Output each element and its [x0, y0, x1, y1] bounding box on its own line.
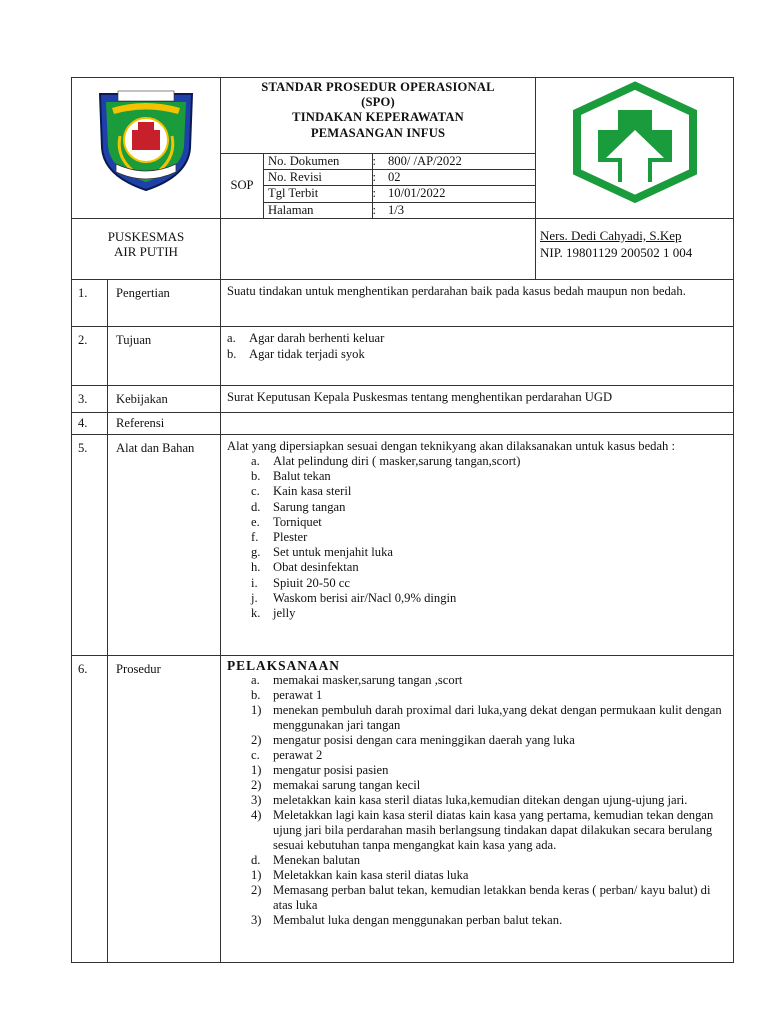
org-blank-cell	[221, 218, 536, 279]
org-name-line1: PUSKESMAS	[107, 228, 185, 244]
list-item: 2) Memasang perban balut tekan, kemudian letakkan benda keras ( perban/ kayu balut) di atas luka	[251, 882, 711, 912]
sop-table	[71, 77, 734, 963]
list-item: a. Agar darah berhenti keluar	[227, 330, 385, 345]
kebijakan-text: Surat Keputusan Kepala Puskesmas tentang menghentikan perdarahan UGD	[221, 385, 734, 412]
sop-row-pengertian: 1. Pengertian Suatu tindakan untuk menghentikan perdarahan baik pada kasus bedah maupun non bedah.	[72, 279, 734, 326]
alat-intro: Alat yang dipersiapkan sesuai dengan teknikyang akan dilaksanakan untuk kasus bedah :	[227, 438, 676, 453]
doc-info-row: Halaman : 1/3	[264, 202, 535, 218]
list-item: a. memakai masker,sarung tangan ,scort	[251, 672, 463, 687]
sop-label-cell	[221, 154, 264, 219]
list-item: h. Obat desinfektan	[251, 560, 359, 575]
org-name-cell	[72, 218, 221, 279]
list-item: 4) Meletakkan lagi kain kasa steril diatas kain kasa yang pertama, kemudian tekan dengan ujung jari bila perdarahan masih berlangsung tindakan dapat dilakukan secara berulang sesuai kebutuhan tanpa mengangkat kain kasa yang ada.	[251, 807, 714, 852]
document-title: STANDAR PROSEDUR OPERASIONAL (SPO) TINDAKAN KEPERAWATAN PEMASANGAN INFUS	[261, 80, 495, 140]
org-name-line2: AIR PUTIH	[114, 244, 178, 260]
doc-info-row: Tgl Terbit : 10/01/2022	[264, 186, 535, 202]
list-item: c. Kain kasa steril	[251, 484, 352, 499]
list-item: a. Alat pelindung diri ( masker,sarung tangan,scort)	[251, 454, 521, 469]
doc-info-table	[264, 154, 535, 218]
signer-name: Ners. Dedi Cahyadi, S.Kep	[540, 227, 682, 243]
list-item: k. jelly	[251, 606, 296, 621]
prosedur-list	[227, 673, 727, 928]
puskesmas-logo	[536, 78, 734, 213]
list-item: 1) mengatur posisi pasien	[251, 762, 389, 777]
prosedur-sublist	[227, 763, 727, 853]
doc-info-row: No. Dokumen : 800/ /AP/2022	[264, 154, 535, 170]
list-item: d. Sarung tangan	[251, 499, 346, 514]
list-item: 3) Membalut luka dengan menggunakan perban balut tekan.	[251, 912, 563, 927]
list-item: 2) mengatur posisi dengan cara meninggikan daerah yang luka	[251, 732, 575, 747]
list-item: e. Torniquet	[251, 514, 322, 529]
sop-row-prosedur: 6. Prosedur PELAKSANAAN a. memakai masker,sarung tangan ,scort b. perawat 1 1) menekan pembuluh darah proximal dari luka,yang dekat dengan permukaan kulit dengan menggunakan jari tangan 2) mengatur posisi dengan cara meninggikan daerah yang luka c. perawat 2 1) mengatur posisi pasien 2) memakai sarung tangan kecil 3) meletakkan kain kasa steril diatas luka,kemudian ditekan dengan ujung-ujung jari. 4) Meletakkan lagi kain kasa steril diatas kain kasa yang pertama, kemudian tekan dengan ujung jari bila perdarahan masih berlangsung tindakan dapat dilakukan secara berulang sesuai kebutuhan tanpa mengangkat kain kasa yang ada. d. Menekan balutan 1) Meletakkan kain kasa steril diatas luka 2) Memasang perban balut tekan, kemudian letakkan benda keras ( perban/ kayu balut) di atas luka 3) Membalut luka dengan menggunakan perban balut tekan.	[72, 655, 734, 962]
sop-label: SOP	[230, 178, 254, 193]
signer-cell	[536, 218, 734, 279]
list-item: c. perawat 2	[251, 747, 323, 762]
tujuan-list	[227, 331, 727, 362]
sop-row-referensi: 4. Referensi	[72, 412, 734, 434]
doc-info-row: No. Revisi : 02	[264, 170, 535, 186]
list-item: 1) Meletakkan kain kasa steril diatas luka	[251, 867, 469, 882]
list-item: g. Set untuk menjahit luka	[251, 545, 393, 560]
prosedur-sublist	[227, 868, 727, 928]
pengertian-text: Suatu tindakan untuk menghentikan perdarahan baik pada kasus bedah maupun non bedah.	[221, 279, 734, 326]
list-item: d. Menekan balutan	[251, 852, 361, 867]
signer-nip: NIP. 19801129 200502 1 004	[540, 244, 693, 260]
sop-row-kebijakan: 3. Kebijakan Surat Keputusan Kepala Puskesmas tentang menghentikan perdarahan UGD	[72, 385, 734, 412]
list-item: 3) meletakkan kain kasa steril diatas luka,kemudian ditekan dengan ujung-ujung jari.	[251, 792, 688, 807]
prosedur-heading: PELAKSANAAN	[227, 657, 340, 673]
sop-row-alat-bahan: 5. Alat dan Bahan Alat yang dipersiapkan sesuai dengan teknikyang akan dilaksanakan untuk kasus bedah : a. Alat pelindung diri ( masker,sarung tangan,scort) b. Balut tekan c. Kain kasa steril d. Sarung tangan e. Torniquet f. Plester g. Set untuk menjahit luka h. Obat desinfektan i. Spiuit 20-50 cc j. Waskom berisi air/Nacl 0,9% dingin k. jelly	[72, 434, 734, 655]
regency-logo-cell	[72, 78, 221, 219]
list-item: i. Spiuit 20-50 cc	[251, 575, 350, 590]
sop-document	[71, 77, 733, 938]
doc-info-cell	[264, 154, 536, 219]
list-item: b. Balut tekan	[251, 469, 331, 484]
list-item: 2) memakai sarung tangan kecil	[251, 777, 421, 792]
regency-emblem-logo	[72, 78, 221, 213]
list-item: 1) menekan pembuluh darah proximal dari luka,yang dekat dengan permukaan kulit dengan menggunakan jari tangan	[251, 702, 722, 732]
sop-row-tujuan: 2. Tujuan a. Agar darah berhenti keluar b. Agar tidak terjadi syok	[72, 326, 734, 385]
list-item: b. Agar tidak terjadi syok	[227, 347, 365, 362]
title-cell	[221, 78, 536, 154]
health-logo-cell	[536, 78, 734, 219]
list-item: b. perawat 1	[251, 687, 323, 702]
referensi-text	[221, 412, 734, 434]
alat-list	[227, 454, 727, 621]
list-item: j. Waskom berisi air/Nacl 0,9% dingin	[251, 590, 457, 605]
prosedur-sublist	[227, 703, 727, 748]
list-item: f. Plester	[251, 530, 308, 545]
